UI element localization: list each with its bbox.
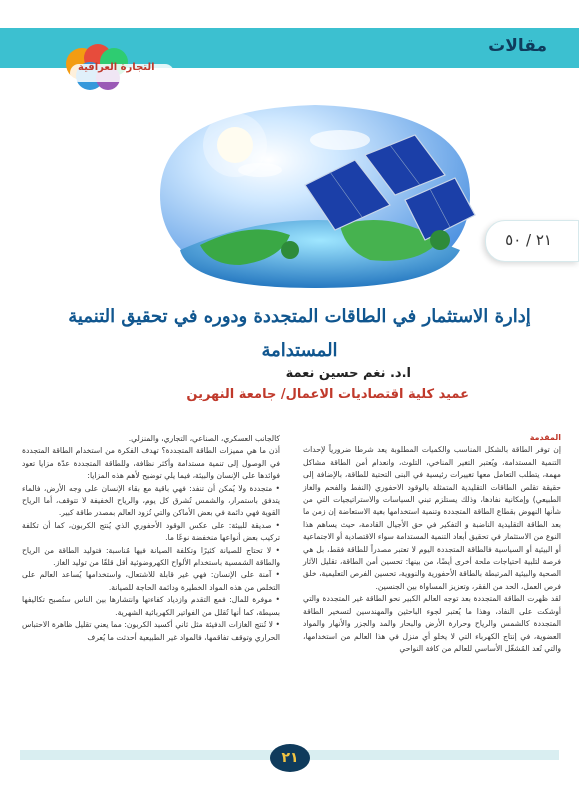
author-affiliation: عميد كلية اقتصاديات الاعمال/ جامعة النهرين (186, 387, 469, 402)
issue-label: ٢١ / ٥٠ (505, 231, 552, 249)
intro-heading: المقدمة (529, 433, 561, 442)
list-item: • متجددة ولا يُمكن أن تنفد: فهي باقية مع بقاء الإنسان على وجه الأرض، فالماء يتدفق باستمرار، والشمس تُشرق كل يوم، والرياح الخفيفة لا تتوقف، أما الرياح القوية فهي دائمة في بعض الأماكن والتي تُزود العالم بمصدر طاقة كبير. (22, 483, 280, 518)
list-item: • آمنة على الإنسان: فهي غير قابلة للاشتعال، واستخدامها يُساعد العالم على التخلص من هذه المواد الخطيرة ودائمة الحاجة للصيانة. (22, 570, 280, 592)
author-name: ا.د. نغم حسين نعمة (285, 366, 411, 381)
article-title-line1: إدارة الاستثمار في الطاقات المتجددة ودوره في تحقيق التنمية (68, 306, 531, 327)
paragraph: كالجانب العسكري، الصناعي، التجاري، والمنزلي. (128, 434, 280, 443)
list-item: • لا تحتاج للصيانة كثيرًا وتكلفة الصيانة فيها مُناسبة: فتوليد الطاقة من الرياح والطاقة الشمسية باستخدام الألواح الكهروضوئية أقل قلقًا من توليد الغاز. (22, 545, 280, 568)
paragraph: أذن ما هي مميزات الطاقة المتجددة؟ تهدف الفكرة من استخدام الطاقة المتجددة في الوصول إلى تنمية مستدامة وأكثر نظافة، وللطاقة المتجددة عدّة مزايا تعود فوائدها على الإنسان والبيئة، فيما يلي توضيح لأهم هذه المزايا: (22, 446, 280, 481)
article-title-line2: المستدامة (261, 340, 338, 361)
issue-badge (485, 220, 579, 262)
left-column (22, 433, 280, 644)
list-item: • موفرة للمال: فمع التقدم وازدياد كفاءتها وانتشارها بين الناس ستُصبح تكاليفها بسيطة، كما أنها تُقلل من الفواتير الكهربائية الشهرية. (22, 595, 280, 617)
list-item: • صديقة للبيئة: على عكس الوقود الأحفوري الذي يُنتج الكربون، كما أن تكلفة تركيب بعض أنواعها منخفضة نوعًا ما. (22, 520, 280, 543)
section-title: مقالات (488, 36, 547, 56)
paragraph: إن توفر الطاقة بالشكل المناسب والكميات المطلوبة يعد شرطا ضرورياً لإحداث التنمية المستدامة، ويُعتبر التغير المناخي، التلوث، وانعدام أمن الطاقة مشاكل مهمة، يتطلب التعامل معها تغييرات رئيسية في البنى التحتية للطاقة، بالإضافة إلى حقيقة تقلص الطاقات التقليدية المتمثلة بالوقود الاحفوري (النفط والفحم والغاز الطبيعي) وإمكانية نفادها، وذلك يستلزم تبني السياسات والاستراتيجيات التي من شأنها النهوض بقطاع الطاقة المتجددة وتنمية استخدامها بغية الاستعاضة إن زمن ما بعد الطاقة التقليدية الناضبة و التفكير في حق الأجيال القادمة، حيث يساهم هذا النوع من الاستثمار في تحقيق أبعاد التنمية المستدامة سواء الاقتصادية أو الاجتماعية أو البيئية أو السياسية فالطاقة المتجددة اليوم لا تعتبر مصدراً للطاقة فقط، بل هي فرصة لتلبية احتياجات ملحة أخرى أيضًا، من بينها: تحسين أمن الطاقة، تقليل الآثار الصحية والبيئية المرتبطة بالطاقة الأحفورية والنووية، تحسين الفرص التعليمية، خلق فرص العمل، الحد من الفقر، وتعزيز المساواة بين الجنسين. (303, 445, 561, 591)
list-item: • لا تُنتج الغازات الدفيئة مثل ثاني أكسيد الكربون: مما يعني تقليل ظاهرة الاحتباس الحراري وتوقف تفاقمها، فالمواد غير الطبيعية أحدثت ما يُعرف (22, 620, 280, 642)
page-number: ٢١ (270, 744, 310, 772)
globe-solar-illustration (140, 100, 490, 290)
paragraph: لقد ظهرت الطاقة المتجددة بعد توجه العالم الكبير نحو الطاقة غير المتجددة والتي أوشكت على النفاد، وهذا ما يُعتبر لجوء الباحثين والمهندسين لتسخير الطاقة المتجددة كالشمس والرياح وحرارة الأرض والبحار والمد والجزر والأنهار والمواد العضوية، في إنتاج الكهرباء التي لا يخلو أي منزل في هذا العالم من استخدامها، والتي تُعد المُشغّل الأساسي للعالم من كافة النواحي (303, 594, 561, 653)
logo-text: التجارة العراقية (78, 62, 155, 73)
article-title (60, 300, 539, 368)
right-column (303, 432, 561, 655)
